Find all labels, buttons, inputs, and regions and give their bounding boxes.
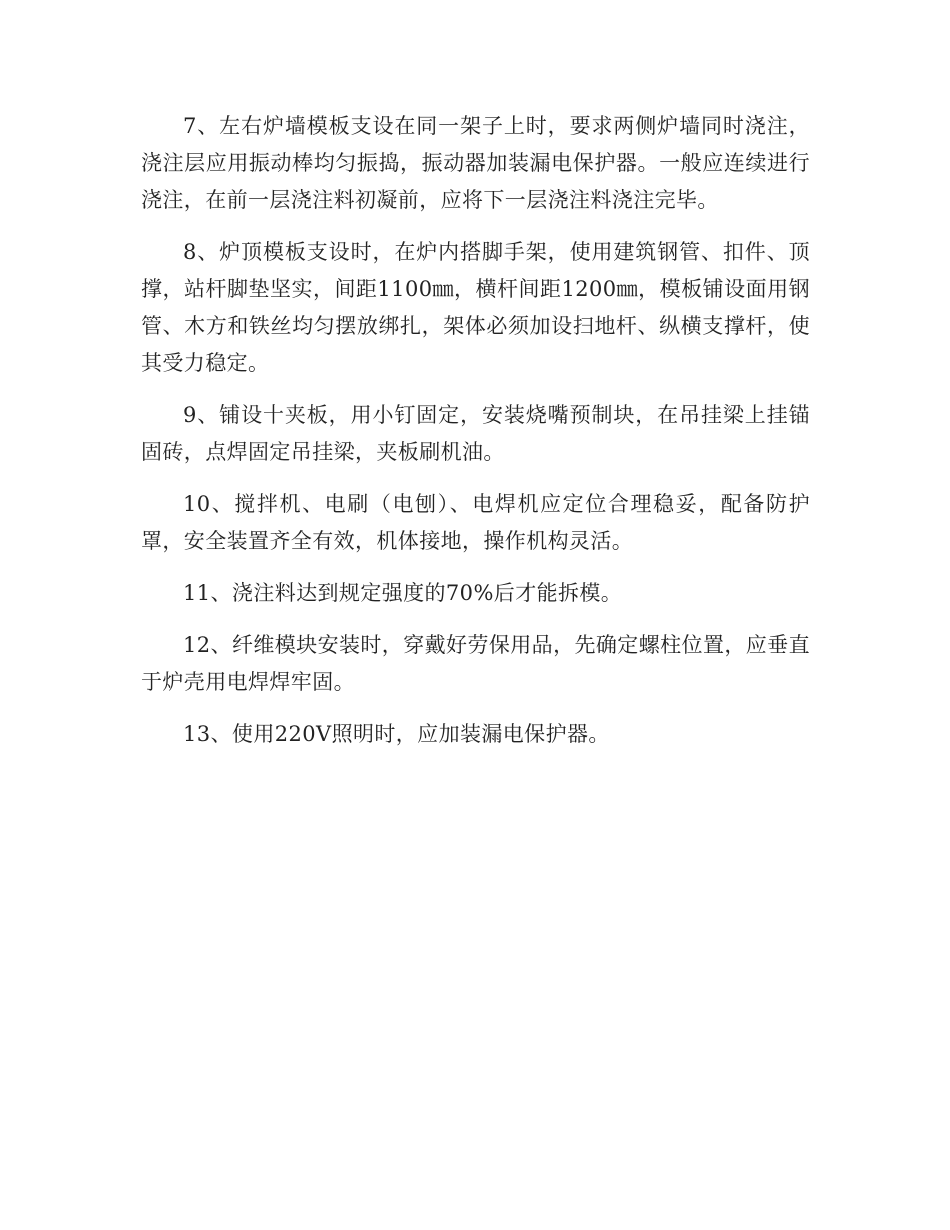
paragraph-item-9: 9、铺设十夹板，用小钉固定，安装烧嘴预制块，在吊挂梁上挂锚固砖，点焊固定吊挂梁，夹板刷机油。 xyxy=(141,403,810,464)
paragraph-item-7: 7、左右炉墙模板支设在同一架子上时，要求两侧炉墙同时浇注，浇注层应用振动棒均匀振捣，振动器加装漏电保护器。一般应连续进行浇注，在前一层浇注料初凝前，应将下一层浇注料浇注完毕。 xyxy=(141,114,810,212)
paragraph-item-12: 12、纤维模块安装时，穿戴好劳保用品，先确定螺柱位置，应垂直于炉壳用电焊焊牢固。 xyxy=(141,633,810,694)
paragraph-item-8: 8、炉顶模板支设时，在炉内搭脚手架，使用建筑钢管、扣件、顶撑，站杆脚垫坚实，间距1100㎜，横杆间距1200㎜，模板铺设面用钢管、木方和铁丝均匀摆放绑扎，架体必须加设扫地杆、纵横支撑杆，使其受力稳定。 xyxy=(141,240,810,375)
paragraph-item-13: 13、使用220V照明时，应加装漏电保护器。 xyxy=(183,722,610,746)
paragraph-item-10: 10、搅拌机、电刷（电刨）、电焊机应定位合理稳妥，配备防护罩，安全装置齐全有效，机体接地，操作机构灵活。 xyxy=(141,492,810,553)
paragraph-item-11: 11、浇注料达到规定强度的70%后才能拆模。 xyxy=(183,581,623,605)
